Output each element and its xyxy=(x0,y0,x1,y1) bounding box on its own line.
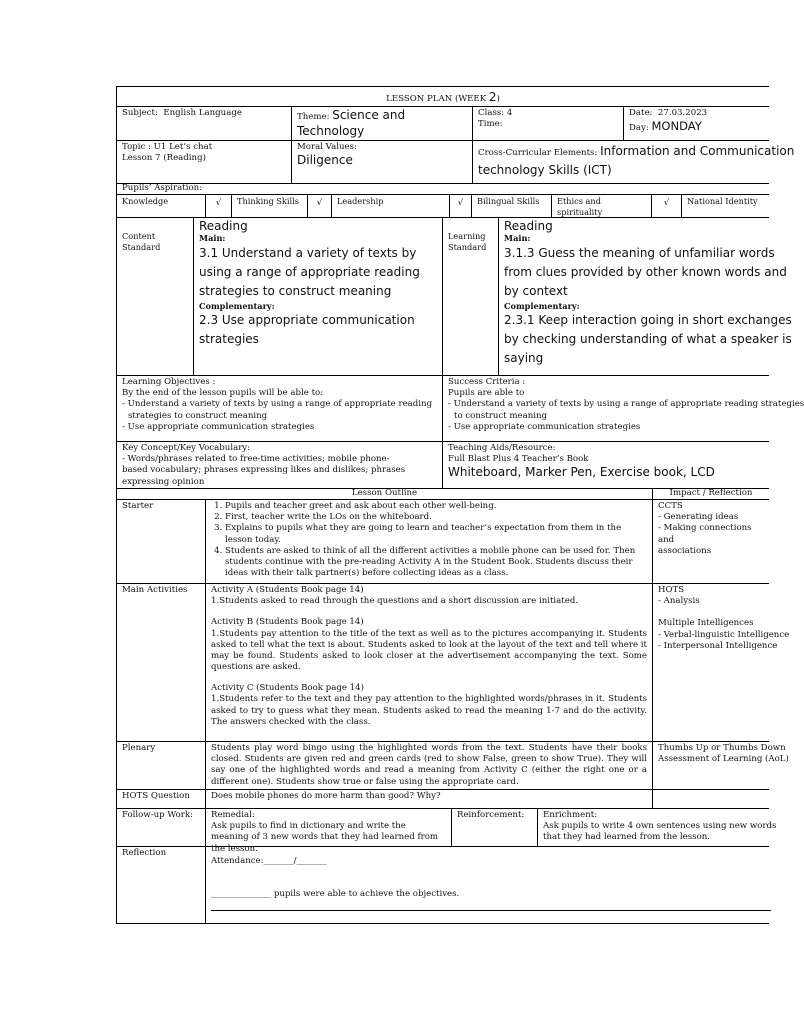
content-main: 3.1 Understand a variety of texts by using a range of appropriate reading strategies to construct meaning xyxy=(199,245,420,298)
subject-value: English Language xyxy=(163,108,242,118)
theme-cell: Theme: Science and Technology xyxy=(291,106,472,140)
tick-knowledge: √ xyxy=(205,194,231,217)
learning-main: 3.1.3 Guess the meaning of unfamiliar words from clues provided by other known words and by context xyxy=(504,245,787,298)
theme-value: Science and Technology xyxy=(297,108,406,139)
aspiration-national: National Identity xyxy=(681,194,769,217)
objectives-cell: Learning Objectives : By the end of the lesson pupils will be able to: - Understand a variety of texts by using a range of appropriate reading strategies to construct meaning - Use appropriate communication strategies xyxy=(122,377,433,432)
aspiration-thinking: Thinking Skills xyxy=(231,194,307,217)
topic-cell xyxy=(117,140,291,183)
date-value: 27.03.2023 xyxy=(657,108,708,118)
moral-cell: Moral Values: Diligence xyxy=(291,140,472,183)
aids-items: Whiteboard, Marker Pen, Exercise book, LCD xyxy=(448,465,715,480)
reflection-line xyxy=(211,910,771,911)
remedial-cell: Remedial: Ask pupils to find in dictionary and write the meaning of 3 new words that they had learned from the lesson. xyxy=(205,808,451,846)
reinforcement-cell: Reinforcement: xyxy=(451,808,537,846)
hots-impact xyxy=(652,789,769,808)
main-activities-label: Main Activities xyxy=(122,585,188,595)
content-standard-cell: Reading Main: 3.1 Understand a variety of texts by using a range of appropriate reading strategies to construct meaning Complementary: 2.3 Use appropriate communication strategies xyxy=(193,217,442,375)
content-heading: Reading xyxy=(199,219,248,233)
objectives-row xyxy=(117,375,804,442)
attendance-text: Attendance:_______/_______ xyxy=(211,856,327,866)
info-row-2 xyxy=(117,140,795,184)
aspiration-ethics: Ethics and spirituality xyxy=(551,194,651,217)
cce-cell: Cross-Curricular Elements: Information and Communication technology Skills (ICT) xyxy=(472,140,769,183)
lesson-plan-page xyxy=(116,86,804,924)
starter-cell: 1. Pupils and teacher greet and ask about each other well-being. 2. First, teacher write the LOs on the whiteboard. 3. Explains to pupils what they are going to learn and teacher’s expectation from them in the lesson today. 4. Students are asked to think of all the different activities a mobile phone can be used for. Then students continue with the pre-reading Activity A in the Student Book. Students discuss their ideas with their talk partner(s) before collecting ideas as a class. xyxy=(205,499,652,583)
hots-label: HOTS Question xyxy=(122,791,190,801)
cce-value-1: Information and Communication xyxy=(600,144,795,158)
lesson-text: Lesson 7 (Reading) xyxy=(122,153,206,164)
main-impact: HOTS - Analysis Multiple Intelligences - Verbal-linguistic Intelligence - Interpersonal Intelligence xyxy=(652,583,769,741)
vocab-text: - Words/phrases related to free-time activities; mobile phone-based vocabulary; phrases expressing likes and dislikes; phrases expressing opinion xyxy=(122,454,406,487)
hots-row xyxy=(117,789,769,809)
starter-impact: CCTS - Generating ideas - Making connections and associations xyxy=(652,499,769,583)
aspiration-knowledge: Knowledge xyxy=(122,196,169,206)
plenary-text: Students play word bingo using the highlighted words from the text. Students have their books closed. Students are given red and green cards (red to show False, green to show True). They will say one of the highlighted words and read a meaning from Activity C (either the right one or a different one). Students show true or false using the appropriate card. xyxy=(205,741,652,789)
content-comp: 2.3 Use appropriate communication strategies xyxy=(199,313,415,347)
tick-ethics: √ xyxy=(651,194,681,217)
aspiration-row xyxy=(117,194,769,218)
class-cell: Class: 4 Time: xyxy=(472,106,623,140)
plenary-label: Plenary xyxy=(122,743,156,753)
reflection-cell xyxy=(205,846,769,923)
starter-row xyxy=(117,499,769,584)
enrichment-text: Ask pupils to write 4 own sentences using new words that they had learned from the lesson. xyxy=(543,821,777,843)
plenary-impact: Thumbs Up or Thumbs Down Assessment of Learning (AoL) xyxy=(652,741,769,789)
plenary-row xyxy=(117,741,789,790)
main-activities-cell: Activity A (Students Book page 14) 1.Students asked to read through the questions and a short discussion are initiated. Activity B (Students Book page 14) 1.Students pay attention to the title of the text as well as to the pictures accompanying it. Students asked to tell what the text is about. Students asked to look at the layout of the text and tell where it may be found. Students asked to look closer at the advertisement accompanying the text. Some questions are asked. Activity C (Students Book page 14) 1.Students refer to the text and they pay attention to the highlighted words/phrases in it. Students asked to try to guess what they mean. Students asked to read the meaning 1-7 and do the activity. The answers checked with the class. xyxy=(205,583,652,741)
tick-thinking: √ xyxy=(307,194,331,217)
followup-label: Follow-up Work: xyxy=(122,810,193,820)
vocab-cell: Key Concept/Key Vocabulary: - Words/phrases related to free-time activities; mobile phone-based vocabulary; phrases expressing likes and dislikes; phrases expressing opinion xyxy=(117,441,442,488)
main-activities-row xyxy=(117,583,790,742)
success-cell: Success Criteria : Pupils are able to - Understand a variety of texts by using a range of appropriate reading strategies to construct meaning - Use appropriate communication strategies xyxy=(442,375,769,441)
reflection-row xyxy=(117,846,769,923)
learning-comp: 2.3.1 Keep interaction going in short exchanges by checking understanding of what a speaker is saying xyxy=(504,313,792,366)
aspiration-leadership: Leadership xyxy=(331,194,449,217)
tick-leadership: √ xyxy=(449,194,471,217)
enrichment-cell: Enrichment: Ask pupils to write 4 own sentences using new words that they had learned from the lesson. xyxy=(537,808,769,846)
learning-standard-cell: Reading Main: 3.1.3 Guess the meaning of unfamiliar words from clues provided by other known words and by context Complementary: 2.3.1 Keep interaction going in short exchanges by checking understanding of what a speaker is saying xyxy=(498,217,769,375)
remedial-text: Ask pupils to find in dictionary and write the meaning of 3 new words that they had learned from the lesson. xyxy=(211,821,439,854)
impact-heading: Impact / Reflection xyxy=(652,488,769,499)
learning-heading: Reading xyxy=(504,219,553,233)
content-standard-label: Content Standard xyxy=(122,231,161,252)
standards-row xyxy=(117,217,792,376)
reflection-label: Reflection xyxy=(122,848,167,858)
starter-label: Starter xyxy=(122,501,154,511)
moral-value: Diligence xyxy=(297,153,353,168)
day-value: MONDAY xyxy=(651,119,702,134)
topic-text: Topic : U1 Let’s chat xyxy=(122,142,213,152)
vocab-row xyxy=(117,441,769,489)
date-cell: Date: 27.03.2023 Day: MONDAY xyxy=(623,106,769,140)
achieve-text: ______________ pupils were able to achieve the objectives. xyxy=(211,889,460,900)
page-title: LESSON PLAN (WEEK 2) xyxy=(386,90,500,104)
info-row-1 xyxy=(117,106,769,141)
aspiration-bilingual: Bilingual Skills xyxy=(471,194,551,217)
aspiration-label: Pupils’ Aspiration: xyxy=(122,183,203,193)
cce-value-2: technology Skills (ICT) xyxy=(478,163,612,177)
hots-question: Does mobile phones do more harm than good? Why? xyxy=(205,789,652,808)
learning-standard-label: Learning Standard xyxy=(442,217,498,375)
aids-cell: Teaching Aids/Resource: Full Blast Plus 4 Teacher’s Book Whiteboard, Marker Pen, Exercise book, LCD xyxy=(442,441,769,488)
lesson-outline-heading: Lesson Outline xyxy=(351,488,418,498)
class-value: 4 xyxy=(506,108,513,118)
title-row xyxy=(117,87,769,107)
subject-cell: Subject: English Language xyxy=(122,108,242,118)
